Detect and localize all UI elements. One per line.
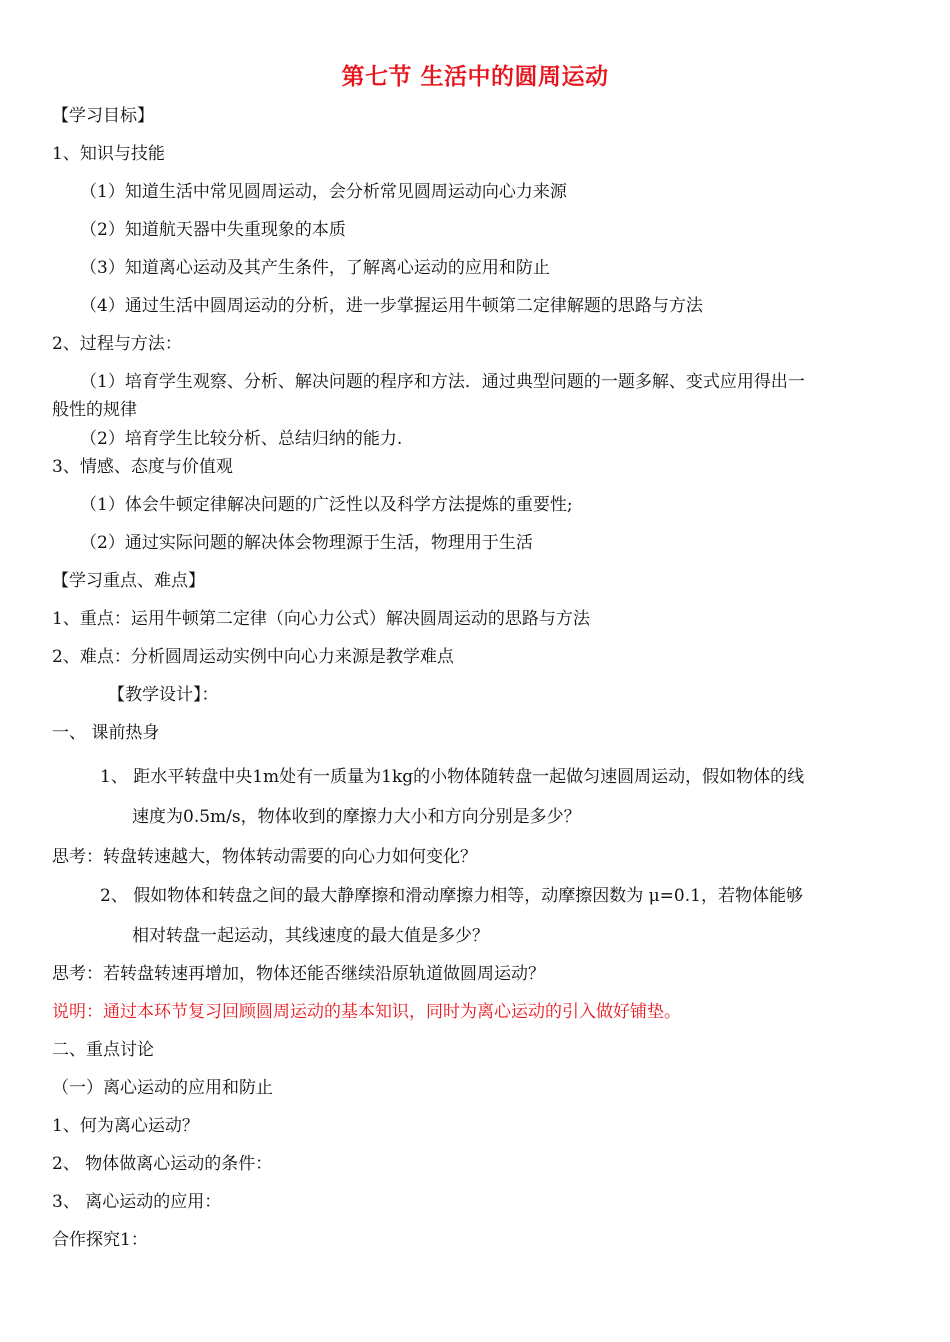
heading-teaching-design: 【教学设计】： <box>108 685 219 705</box>
discussion-item: 1、何为离心运动？ <box>52 1116 199 1136</box>
objective-item: （1）体会牛顿定律解决问题的广泛性以及科学方法提炼的重要性; <box>80 495 573 515</box>
question-2-continuation: 相对转盘一起运动，其线速度的最大值是多少？ <box>132 926 489 946</box>
section-process-methods: 2、过程与方法： <box>52 334 182 354</box>
objective-item: （3）知道离心运动及其产生条件，了解离心运动的应用和防止 <box>80 258 550 278</box>
think-prompt: 思考：转盘转速越大，物体转动需要的向心力如何变化？ <box>52 847 477 867</box>
discussion-item: 3、 离心运动的应用： <box>52 1192 222 1212</box>
note-text: 说明：通过本环节复习回顾圆周运动的基本知识，同时为离心运动的引入做好铺垫。 <box>52 1002 681 1022</box>
section-emotion-values: 3、情感、态度与价值观 <box>52 457 233 477</box>
key-point-item: 2、难点：分析圆周运动实例中向心力来源是教学难点 <box>52 647 454 667</box>
question-2: 2、 假如物体和转盘之间的最大静摩擦和滑动摩擦力相等，动摩擦因数为 μ=0.1，若物体能够 <box>100 886 803 906</box>
objective-item-continuation: 般性的规律 <box>52 400 137 420</box>
cooperative-inquiry: 合作探究1： <box>52 1230 148 1250</box>
key-point-item: 1、重点：运用牛顿第二定律（向心力公式）解决圆周运动的思路与方法 <box>52 609 590 629</box>
question-1: 1、 距水平转盘中央1m处有一质量为1kg的小物体随转盘一起做匀速圆周运动，假如物体的线 <box>100 767 805 787</box>
objective-item: （2）知道航天器中失重现象的本质 <box>80 220 346 240</box>
objective-item: （2）培育学生比较分析、总结归纳的能力. <box>80 429 403 449</box>
section-key-discussion: 二、重点讨论 <box>52 1040 154 1060</box>
heading-learning-objectives: 【学习目标】 <box>52 106 154 126</box>
objective-item: （2）通过实际问题的解决体会物理源于生活，物理用于生活 <box>80 533 533 553</box>
objective-item: （4）通过生活中圆周运动的分析，进一步掌握运用牛顿第二定律解题的思路与方法 <box>80 296 703 316</box>
section-warmup: 一、 课前热身 <box>52 723 160 743</box>
heading-key-points: 【学习重点、难点】 <box>52 571 205 591</box>
document-title: 第七节 生活中的圆周运动 <box>341 64 609 90</box>
discussion-item: 2、 物体做离心运动的条件： <box>52 1154 273 1174</box>
question-1-continuation: 速度为0.5m/s，物体收到的摩擦力大小和方向分别是多少？ <box>132 807 581 827</box>
subsection-centrifugal: （一）离心运动的应用和防止 <box>52 1078 273 1098</box>
objective-item: （1）知道生活中常见圆周运动，会分析常见圆周运动向心力来源 <box>80 182 567 202</box>
objective-item: （1）培育学生观察、分析、解决问题的程序和方法．通过典型问题的一题多解、变式应用得出一 <box>80 372 805 392</box>
think-prompt: 思考：若转盘转速再增加，物体还能否继续沿原轨道做圆周运动？ <box>52 964 545 984</box>
section-knowledge-skills: 1、知识与技能 <box>52 144 165 164</box>
